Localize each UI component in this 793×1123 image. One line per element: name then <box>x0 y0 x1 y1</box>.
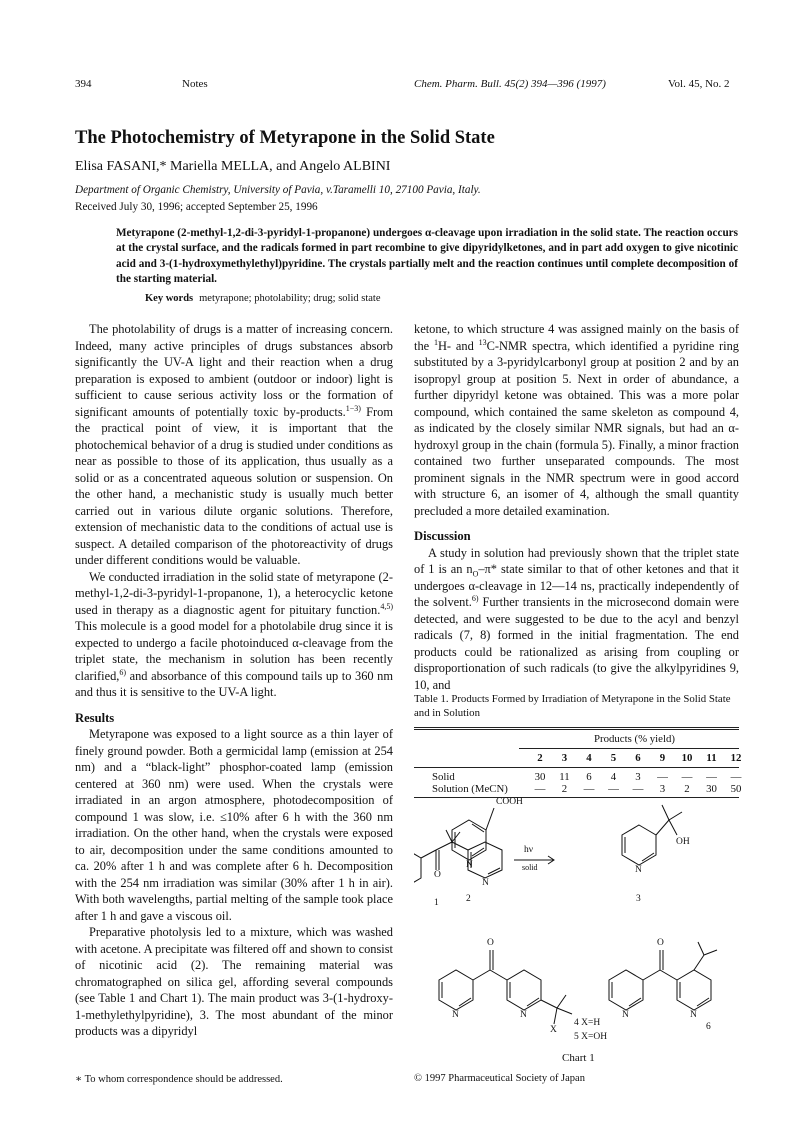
label-hv: hν <box>524 845 534 855</box>
ring-1b <box>468 842 502 878</box>
table-header: Products (% yield) <box>594 733 675 745</box>
table-cell: 30 <box>706 783 717 795</box>
table-row-label: Solution (MeCN) <box>432 783 508 795</box>
author-list: Elisa FASANI,* Mariella MELLA, and Angelo ALBINI <box>75 159 391 174</box>
structures-drawing <box>414 790 739 1070</box>
table-column-header: 6 <box>635 752 641 764</box>
table-cell: — <box>730 771 742 783</box>
paragraph-aim: We conducted irradiation in the solid state of metyrapone (2-methyl-1,2-di-3-pyridyl-1-propanone, 1), a heterocyclic ketone used in therapy as a diagnostic agent for pituitary function.$^{4,5)}$ This molecule is a good model for a photolabile drug since it is expected to undergo a facile photoinduced α-cleavage from the triplet state, the mechanism in solution has been recently clarified,$^{6)}$ and absorbance of this compound tails up to 360 nm and thus it is sensitive to the UV-A light. <box>75 569 393 699</box>
table-cell: 50 <box>730 783 742 795</box>
discussion-heading: Discussion <box>414 529 471 543</box>
table-column-header: 9 <box>659 752 666 764</box>
table-column-header: 10 <box>681 752 693 764</box>
table-column-header: 11 <box>706 752 717 764</box>
journal-citation: Chem. Pharm. Bull. 45(2) 394—396 (1997) <box>414 78 606 90</box>
paragraph-results-3: ketone, to which structure 4 was assigned mainly on the basis of the $^1$H- and $^{13}$C-NMR spectra, which identified a pyridine ring substituted by a 3-pyridylcarbonyl group at position 2 and by an isopropyl group at position 5. Next in order of abundance, a further dipyridyl ketone was obtained. This was a more polar compound, which contained the same skeleton as compound 4, as indicated by the closely similar NMR signals, but had an α-hydroxyl group in the chain (formula 5). Finally, a minor fraction contained two further unseparated compounds. The most prominent signals in the NMR spectrum were in good accord with structure 6, an isomer of 4, although the small quantity precluded a more detailed examination. <box>414 322 739 518</box>
label-o-4: O <box>487 938 494 948</box>
table-cell: — <box>534 783 546 795</box>
ring-1a <box>414 848 421 888</box>
table-column-header: 4 <box>586 752 592 764</box>
label-o-1: O <box>434 870 441 880</box>
label-n-3: N <box>635 865 642 875</box>
table-column-header: 5 <box>610 752 617 764</box>
label-compound-5: 5 X=OH <box>574 1032 608 1042</box>
keywords <box>145 293 381 304</box>
table-cell: 6 <box>586 771 592 783</box>
label-compound-3: 3 <box>636 894 641 904</box>
keywords-label: Key words <box>145 293 194 304</box>
label-compound-6: 6 <box>706 1022 711 1032</box>
copyright-notice: © 1997 Pharmaceutical Society of Japan <box>414 1073 585 1084</box>
table-cell: 3 <box>635 771 641 783</box>
table-cell: 4 <box>610 771 617 783</box>
ring-4b <box>507 970 541 1010</box>
table-cell: 3 <box>659 783 666 795</box>
label-oh: OH <box>676 837 690 847</box>
label-n-6b: N <box>690 1010 697 1020</box>
paragraph-results-1: Metyrapone was exposed to a light source as a thin layer of finely ground powder. Both a germicidal lamp (emission at 254 nm) and a “black-light” phosphor-coated lamp (emission centered at 360 nm) were used. When the crystals were irradiated in an argon atmosphere, photodecomposition of compound 1 was slow, i.e. ≤10% after 6 h with the 360 nm irradiation. On the other hand, when the crystals were exposed to air, decomposition under the same conditions amounted to ca. 20% after 1 h and was complete after 6 h. Decomposition with the 254 nm irradiation was similar (30% after 1 h in air). With both wavelengths, partial melting of the sample took place after 1 h and gave a viscous oil. <box>75 727 393 923</box>
label-n-2: N <box>466 860 473 870</box>
chart-caption: Chart 1 <box>562 1052 595 1064</box>
received-dates: Received July 30, 1996; accepted September 25, 1996 <box>75 201 318 213</box>
table-cell: 30 <box>534 771 546 783</box>
chart-1-structures <box>414 790 739 1070</box>
ring-6b <box>677 970 711 1010</box>
ring-2 <box>452 820 486 860</box>
table-cell: 2 <box>684 783 690 795</box>
ring-6a <box>609 970 643 1010</box>
table-row-label: Solid <box>432 771 455 783</box>
table-column-header: 12 <box>730 752 742 764</box>
results-heading: Results <box>75 710 115 725</box>
left-column <box>75 321 393 1040</box>
correspondence-footnote: ∗ To whom correspondence should be addressed. <box>75 1074 283 1085</box>
abstract: Metyrapone (2-methyl-1,2-di-3-pyridyl-1-propanone) undergoes α-cleavage upon irradiation in the solid state. The reaction occurs at the crystal surface, and the radicals formed in part recombine to give dipyridylketones, and in part add oxygen to give nicotinic acid and 3-(1-hydroxymethylethyl)pyridine. The crystals partially melt and the reaction continues until complete decomposition of the starting material. <box>116 227 738 285</box>
affiliation: Department of Organic Chemistry, University of Pavia, v.Taramelli 10, 27100 Pavia, Italy. <box>75 184 481 196</box>
products-table <box>414 727 742 795</box>
paragraph-intro: The photolability of drugs is a matter of increasing concern. Indeed, many active principles of drugs substances absorb significantly the UV-A light and their reaction when a drug preparation is exposed to ambient (outdoor or indoor) light is sufficient to cause serious activity loss or the formation of significant amounts of potentially toxic by-products.$^{1-3)}$ From the practical point of view, it is important that the photochemical behavior of a drug is studied under conditions as near as possible to those of its application, thus usually as a solid or as a concentrated aqueous solution or suspension. On the other hand, a mechanistic study is usually much better carried out in various dilute organic solutions. Therefore, extension of mechanistic data to the conditions of actual use is suspect. A detailed comparison of the photoreactivity of drugs under different conditions would be valuable. <box>75 322 394 567</box>
paragraph-results-2: Preparative photolysis led to a mixture, which was washed with acetone. A precipitate was filtered off and shown to consist of nicotinic acid (2). The remaining material was chromatographed on silica gel, affording several compounds (see Table 1 and Chart 1). The main product was 3-(1-hydroxy-1-methylethylpyridine), 3. The most abundant of the minor products was a dipyridyl <box>75 925 393 1038</box>
ring-4a <box>439 970 473 1010</box>
label-solid: solid <box>522 863 538 872</box>
label-compound-4: 4 X=H <box>574 1018 601 1028</box>
label-n-4b: N <box>520 1010 527 1020</box>
keywords-text: metyrapone; photolability; drug; solid state <box>199 293 381 304</box>
label-o-6: O <box>657 938 664 948</box>
label-compound-1: 1 <box>434 898 439 908</box>
label-n-6a: N <box>622 1010 629 1020</box>
table-cell: — <box>681 771 693 783</box>
article-title: The Photochemistry of Metyrapone in the Solid State <box>75 128 495 148</box>
right-column <box>414 321 739 693</box>
label-n-1: N <box>482 878 489 888</box>
volume-label: Vol. 45, No. 2 <box>668 78 730 90</box>
page-number: 394 <box>75 78 92 90</box>
paragraph-discussion: A study in solution had previously shown that the triplet state of 1 is an $n_O-\pi*$ state similar to that of other ketones and that it undergoes α-cleavage in 12—14 ns, practically independently of the solvent.$^{6)}$ Further transients in the microsecond domain were detected, and were suggested to be due to the acyl and benzyl radicals (7, 8) formed in the initial fragmentation. The end products could be rationalized as arising from coupling or disproportionation of such radicals (to give the alkylpyridines 9, 10, and <box>414 545 740 692</box>
table-column-header: 3 <box>561 752 568 764</box>
table-cell: — <box>706 771 717 783</box>
table-cell: — <box>583 783 595 795</box>
ring-3 <box>622 825 656 865</box>
table-column-header: 2 <box>537 752 543 764</box>
label-n-4a: N <box>452 1010 459 1020</box>
table-cell: — <box>657 771 668 783</box>
table-cell: — <box>632 783 644 795</box>
table-cell: 11 <box>559 771 570 783</box>
table-cell: — <box>608 783 619 795</box>
section-label: Notes <box>182 78 208 90</box>
label-x: X <box>550 1025 557 1035</box>
table-caption: Table 1. Products Formed by Irradiation of Metyrapone in the Solid State and in Solution <box>414 693 731 719</box>
table-cell: 2 <box>561 783 568 795</box>
label-cooh: COOH <box>496 797 523 807</box>
label-compound-2: 2 <box>466 894 471 904</box>
